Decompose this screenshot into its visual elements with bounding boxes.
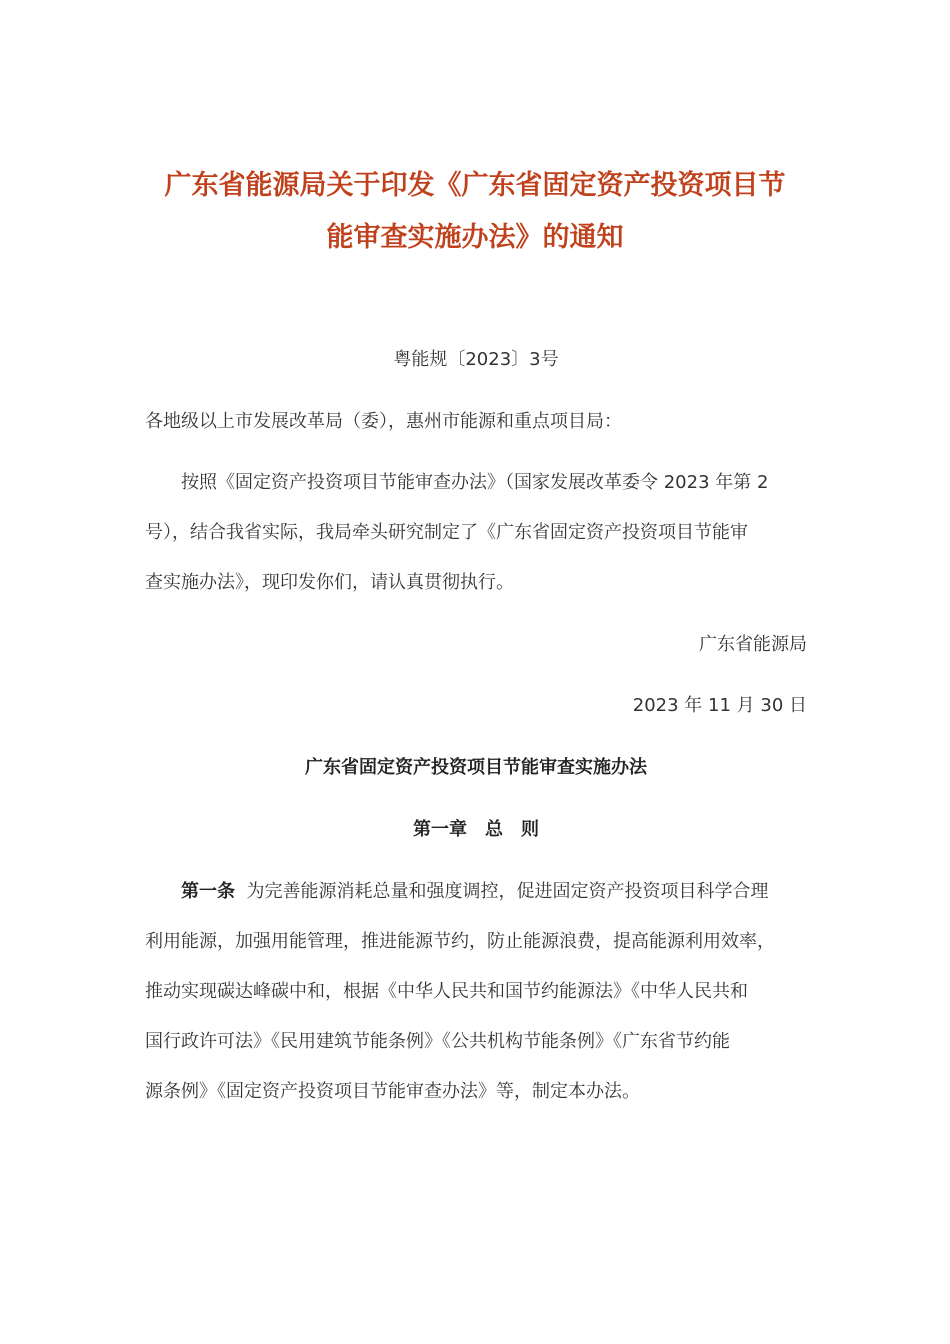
- signature: 广东省能源局: [699, 634, 807, 655]
- article-1-line-4: 国行政许可法》《民用建筑节能条例》《公共机构节能条例》《广东省节约能: [145, 1031, 730, 1052]
- addressee: 各地级以上市发展改革局（委），惠州市能源和重点项目局：: [145, 411, 622, 432]
- document-number: 粤能规〔2023〕3号: [393, 349, 559, 370]
- article-1-line-3: 推动实现碳达峰碳中和，根据《中华人民共和国节约能源法》《中华人民共和: [145, 981, 748, 1002]
- article-1-label: 第一条: [181, 881, 235, 902]
- document-title-line-2: 能审查实施办法》的通知: [326, 222, 624, 253]
- notice-body-line-2: 号），结合我省实际，我局牵头研究制定了《广东省固定资产投资项目节能审: [145, 522, 748, 543]
- document-title-line-1: 广东省能源局关于印发《广东省固定资产投资项目节: [164, 170, 786, 201]
- chapter-heading: 第一章 总 则: [413, 819, 539, 840]
- article-1-line-5: 源条例》《固定资产投资项目节能审查办法》等，制定本办法。: [145, 1081, 640, 1102]
- measures-title: 广东省固定资产投资项目节能审查实施办法: [305, 757, 647, 778]
- article-1-line-1: [181, 879, 768, 905]
- article-1-line-2: 利用能源，加强用能管理，推进能源节约，防止能源浪费，提高能源利用效率，: [145, 931, 775, 952]
- issue-date: 2023 年 11 月 30 日: [632, 695, 807, 716]
- notice-body-line-1: 按照《固定资产投资项目节能审查办法》（国家发展改革委令 2023 年第 2: [181, 472, 769, 493]
- article-1-text-line-1: 为完善能源消耗总量和强度调控，促进固定资产投资项目科学合理: [246, 881, 769, 902]
- notice-body-line-3: 查实施办法》，现印发你们，请认真贯彻执行。: [145, 572, 514, 593]
